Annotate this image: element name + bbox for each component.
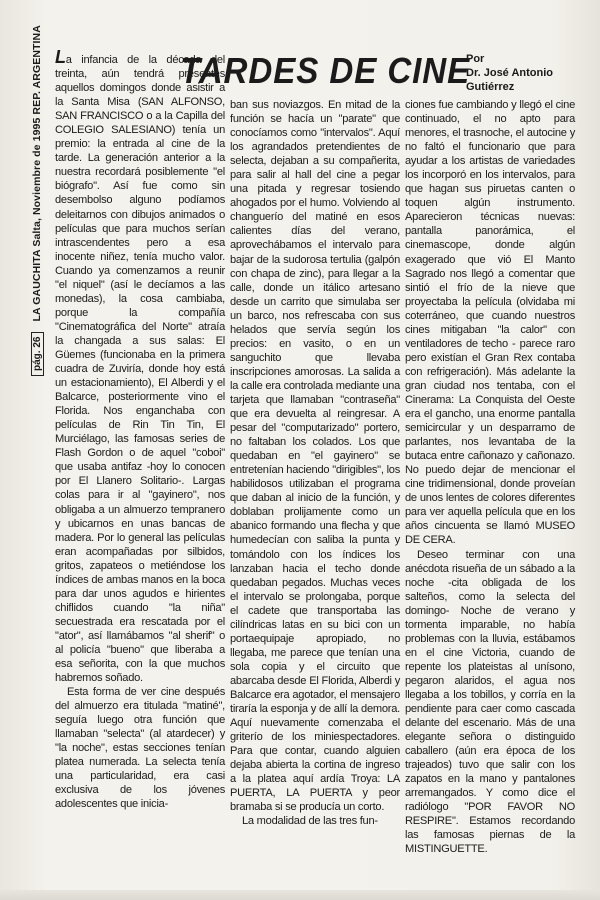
paragraph: La infancia de la década del treinta, aún tendrá presentes aquellos domingos donde asistir a la Santa Misa (SAN ALFONSO, SAN FRANCISCO o a la Capilla del COLEGIO SALESIANO) tenía un premio: la entrada al cine de la tarde. La generación anterior a la nuestra recordará posiblemente "el biógrafo". Así fue como sin desembolso alguno podíamos deleitarnos con dibujos animados o películas que para muchos serían intrascendentes pero a esa inocente niñez, tenía mucho valor. Cuando ya comenzamos a reunir "el niquel" (así le decíamos a las monedas), la cosa cambiaba, porque la compañía "Cinematográfica del Norte" atraía la changada a sus salas: El Güemes (funcionaba en la primera cuadra de Zuviría, donde hoy está un estacionamiento), El Alberdi y el Balcarce, posteriormente vino el Florida. Nos enganchaba con películas de Rin Tin Tin, El Murciélago, las famosas series de Flash Gordon o de aquel "coboi" que usaba antifaz -hoy lo conocen por El Llanero Solitario-. Largas colas para ir al "gayinero", nos obligaba a un almuerzo tempranero y ubicarnos en unas bancas de madera. Por lo general las películas eran acompañadas por silbidos, gritos, zapateos o metiéndose los índices de ambas manos en la boca para dar unos agudos e hirientes chiflidos cuando "la niña" secuestrada era rescatada por el "ator", así llamábamos "al sherif" o al policía "bueno" que liberaba a esa señorita, con la que muchos habremos soñado.: [55, 47, 225, 685]
text-column-2: [230, 98, 400, 842]
paragraph: ban sus noviazgos. En mitad de la función se hacía un "parate" que conocíamos como "intervalos". Aquí los agrandados pretendientes de selecta, dejaban a su compañerita, para salir al hall del cine a pegar una pitada y regresar tosiendo ahogados por el humo. Volviendo al changuerío del matiné en esos calientes días del verano, aprovechábamos el intervalo para bajar de la sudorosa tertulia (galpón con chapa de zinc), para llegar a la calle, donde un itálico artesano desde un carrito que simulaba ser un barco, nos refrescaba con sus helados que servía según los precios: en vasito, o en un sanguchito que llevaba inscripciones amorosas. La salida a la calle era controlada mediante una tarjeta que llamaban "contraseña" que era devuelta al reingresar. A pesar del "computarizado" portero, no faltaban los colados. Los que quedaban en "el gayinero" se entretenían haciendo "dirigibles", los habilidosos utilizaban el programa que daban al inicio de la función, y doblaban prolijamente como un abanico formando una flecha y que humedecían con saliba la punta y tomándolo con los índices los lanzaban hacia el techo donde quedaban pegados. Muchas veces el intervalo se prolongaba, porque el cadete que transportaba las cilíndricas latas en su bici con un portaequipaje apropiado, no llegaba, me parece que tenían una sola copia y el circuito que abarcaba desde El Florida, Alberdi y Balcarce era agotador, el mensajero tiraría la esponja y de allí la demora. Aquí nuevamente comenzaba el griterío de los miniespectadores. Para que contar, cuando alguien dejaba abierta la cortina de ingreso a la platea aquí ardía Troya: LA PUERTA, LA PUERTA y peor bramaba si se producía un corto.: [230, 99, 400, 814]
text-column-1: [55, 47, 225, 842]
text-column-3: [405, 98, 575, 856]
paragraph: Deseo terminar con una anécdota risueña de un sábado a la noche -cita obligada de los salteños, como la selecta del domingo- Noche de verano y tormenta imparable, no había problemas con la lluvia, estábamos en el cine Victoria, cuando de repente los plateistas al unísono, pegaron alaridos, el agua nos llegaba a los tobillos, y corría en la pendiente para caer como cascada delante del escenario. Más de una elegante señora o distinguido caballero (aún era época de los trajeados) tuvo que salir con los zapatos en la mano y pantalones arremangados. Y como dice el radiólogo "POR FAVOR NO RESPIRE". Estamos recordando las famosas piernas de la MISTINGUETTE.: [405, 548, 575, 856]
page-sidebar: [26, 25, 48, 376]
page-bottom-edge: [0, 890, 600, 900]
paragraph: La modalidad de las tres fun-: [242, 815, 378, 828]
page-number: pág. 26: [31, 332, 44, 376]
author-name-line2: Gutiérrez: [466, 81, 515, 93]
publication-credit: LA GAUCHITA Salta, Noviembre de 1995 REP. ARGENTINA: [31, 25, 43, 322]
article-title: TARDES DE CINE: [180, 50, 471, 91]
paragraph: Esta forma de ver cine después del almuerzo era titulada "matiné", seguía luego otra función que llamaban "selecta" (al atardecer) y "la noche", estas secciones tenían platea numerada. La selecta tenía una particularidad, era casi exclusiva de los jóvenes adolescentes que inicia-: [55, 686, 225, 811]
paragraph: ciones fue cambiando y llegó el cine continuado, el no apto para menores, el trasnoche, el autocine y no faltó el funcionario que para ayudar a los artistas de variedades los incorporó en los intervalos, para que hagan sus piruetas canten o toquen algún instrumento. Aparecieron técnicas nuevas: pantalla panorámica, el cinemascope, donde algún exagerado que vió El Manto Sagrado nos llegó a comentar que sintió el frío de la nieve que proyectaba la película (olvidaba mi coterráneo, que cuando nuestros cines mitigaban "la calor" con ventiladores de techo - parece raro pero existían el Gran Rex contaba con refrigeración). Más adelante la gran ciudad nos tentaba, con el Cinerama: La Conquista del Oeste era el gancho, una enorme pantalla semicircular y un desparramo de parlantes, nos levantaba de la butaca entre cañonazo y cañonazo. No puedo dejar de mencionar el cine tridimensional, donde proveían de unos lentes de colores diferentes para ver aquella película que en los años cincuenta se llamó MUSEO DE CERA.: [405, 99, 575, 547]
author-name-line1: Dr. José Antonio: [466, 67, 553, 79]
byline: [466, 52, 576, 94]
byline-prefix: Por: [466, 53, 485, 65]
